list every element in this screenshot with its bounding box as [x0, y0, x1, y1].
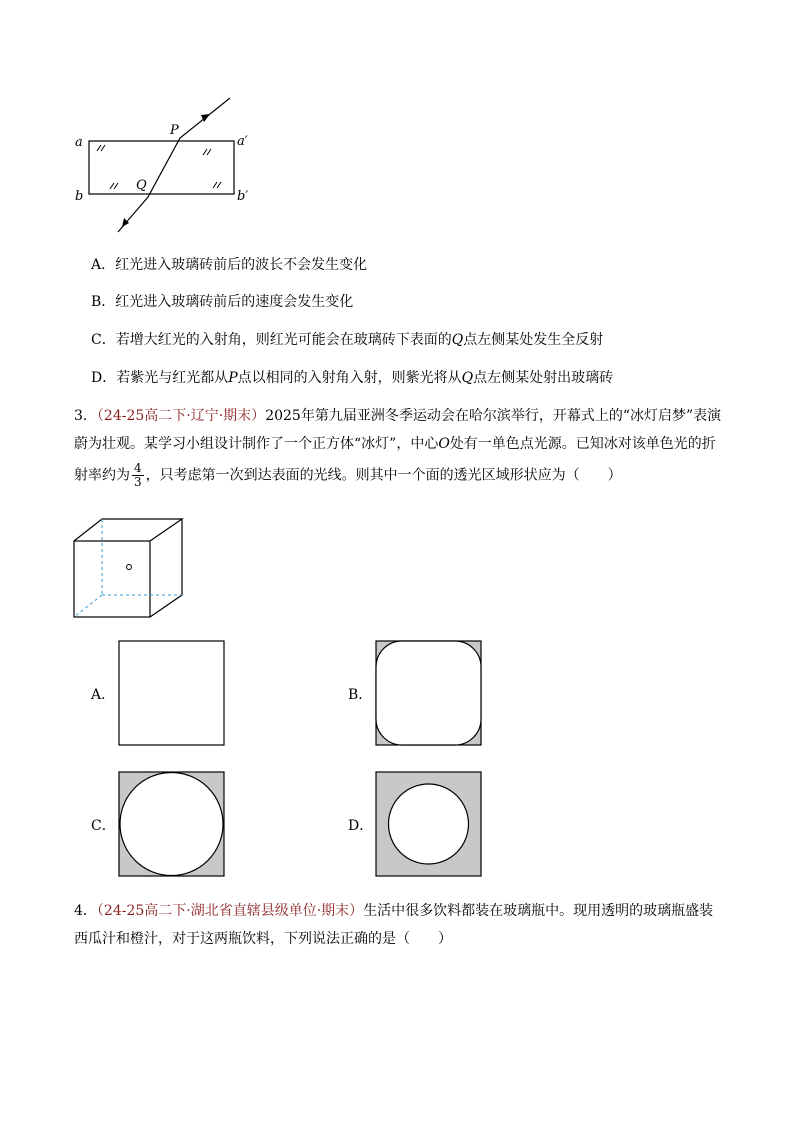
- q3-line2: [74, 434, 716, 454]
- q3-option-c-label[interactable]: C．: [91, 818, 116, 834]
- q2-option-b[interactable]: B．红光进入玻璃砖前后的速度会发生变化: [91, 294, 354, 310]
- label-a-prime: a′: [237, 134, 248, 149]
- fraction-numerator: 4: [134, 461, 142, 475]
- fraction-denominator: 3: [134, 475, 142, 489]
- ice-cube-figure: [70, 515, 190, 620]
- q2-option-c-var: Q: [451, 332, 464, 348]
- q2-option-d-text2: 点以相同的入射角入射，则紫光将从: [237, 370, 462, 386]
- q3-option-d-label[interactable]: D．: [348, 818, 374, 834]
- q4-line2: 西瓜汁和橙汁，对于这两瓶饮料，下列说法正确的是（ ）: [74, 931, 452, 947]
- hatch-marks: [97, 145, 221, 189]
- q3-source: （24-25高二下·辽宁·期末）: [96, 408, 266, 424]
- q3-option-b-label[interactable]: B．: [348, 687, 373, 703]
- label-p: P: [170, 123, 179, 138]
- label-q: Q: [136, 178, 147, 193]
- q3-number: 3．: [74, 408, 97, 424]
- cube-side-edges: [150, 519, 182, 617]
- q3-line3-text: 射率约为: [74, 467, 130, 484]
- q2-option-d-text: D．若紫光与红光都从: [91, 370, 229, 386]
- cube-front-face: [74, 541, 150, 617]
- q3-option-a-label[interactable]: A．: [91, 687, 116, 703]
- q4-number: 4．: [74, 903, 97, 919]
- q2-option-d[interactable]: [91, 368, 613, 388]
- q3-option-a-figure[interactable]: [118, 640, 226, 746]
- q3-line3-text2: ，只考虑第一次到达表面的光线。则其中一个面的透光区域形状应为（ ）: [145, 467, 622, 484]
- q3-option-b-figure[interactable]: [375, 640, 483, 746]
- q3-line2-text: 蔚为壮观。某学习小组设计制作了一个正方体“冰灯”，中心: [74, 436, 439, 452]
- q4-line1-text: 生活中很多饮料都装在玻璃瓶中。现用透明的玻璃瓶盛装: [363, 903, 714, 919]
- light-ray: [118, 98, 230, 232]
- q3-line2-text2: 处有一单色点光源。已知冰对该单色光的折: [449, 436, 716, 452]
- refractive-index-fraction: [132, 462, 144, 489]
- ray-arrow-out: [122, 218, 129, 227]
- q3-line3: [74, 462, 622, 498]
- q2-option-d-var1: P: [228, 370, 238, 386]
- q4-line1: [74, 901, 713, 921]
- q2-option-c-text2: 点左侧某处发生全反射: [463, 332, 604, 348]
- label-b-prime: b′: [237, 189, 249, 204]
- q3-line1-text: 2025年第九届亚洲冬季运动会在哈尔滨举行，开幕式上的“冰灯启梦”表演: [265, 408, 722, 424]
- q2-option-d-text3: 点左侧某处射出玻璃砖: [473, 370, 614, 386]
- label-a: a: [75, 135, 83, 150]
- q4-source: （24-25高二下·湖北省直辖县级单位·期末）: [96, 903, 364, 919]
- q2-option-d-var2: Q: [461, 370, 474, 386]
- q2-option-c[interactable]: [91, 330, 603, 350]
- q3-option-d-figure[interactable]: [375, 771, 483, 877]
- q3-line1: [74, 406, 721, 426]
- q2-option-c-text: C．若增大红光的入射角，则红光可能会在玻璃砖下表面的: [91, 332, 452, 348]
- cube-top-edges: [74, 519, 182, 541]
- glass-brick: [89, 141, 234, 194]
- point-light-source: [127, 565, 132, 570]
- q2-option-a[interactable]: A．红光进入玻璃砖前后的波长不会发生变化: [91, 257, 368, 273]
- q3-option-c-figure[interactable]: [118, 771, 226, 877]
- q3-var-o: O: [438, 436, 450, 452]
- glass-brick-figure: [70, 92, 260, 237]
- label-b: b: [75, 189, 84, 204]
